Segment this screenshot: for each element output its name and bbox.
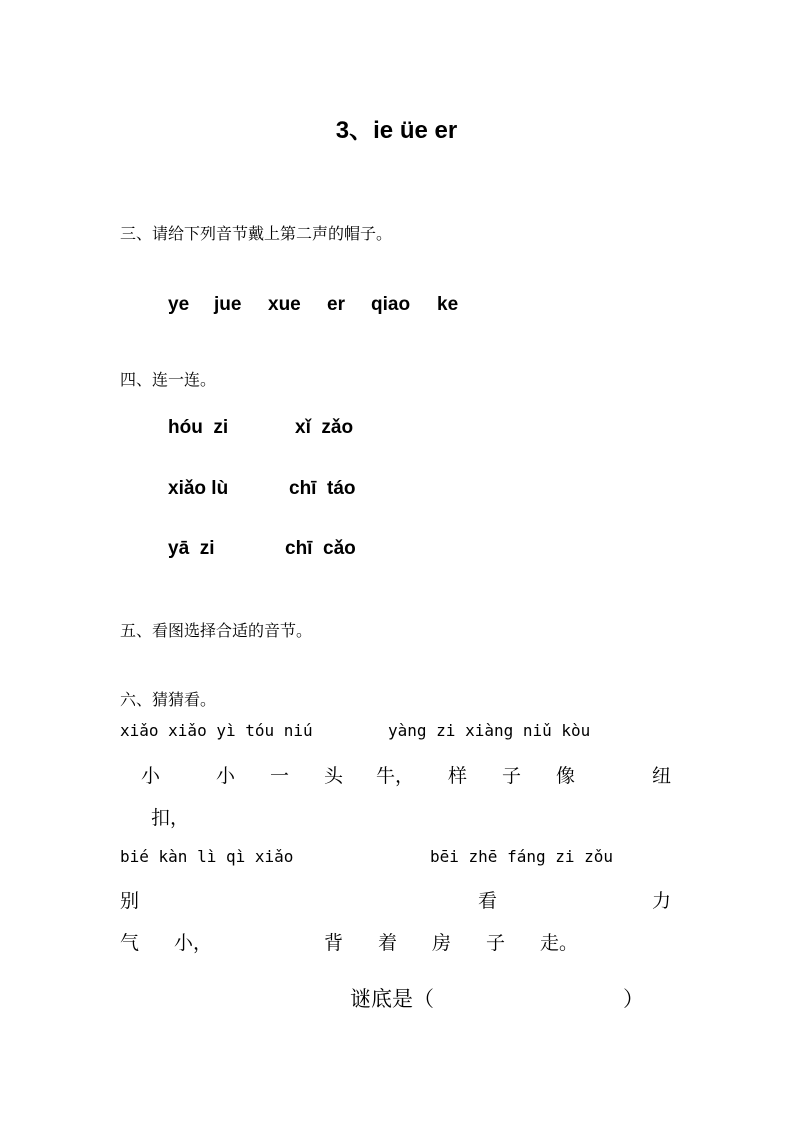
riddle-char: 牛， [376,765,415,787]
section-4-heading: 四、连一连。 [120,370,217,389]
match-right-item: chī táo [289,478,356,499]
riddle-char: 一 [270,765,290,787]
riddle-char: 子 [502,765,522,787]
riddle-char: 力 [652,890,672,912]
riddle-char: 头 [324,765,344,787]
riddle-char: 别 [120,890,140,912]
riddle-char: 样 [448,765,468,787]
syllable: er [327,294,345,315]
riddle-pinyin-2b: bēi zhē fáng zi zǒu [430,847,614,866]
riddle-char: 走。 [540,932,579,954]
riddle-answer-blank[interactable] [447,985,622,1011]
riddle-answer-close: ） [623,987,644,1011]
match-right-item: chī cǎo [285,538,356,559]
riddle-char: 小， [174,932,213,954]
section-3-heading: 三、请给下列音节戴上第二声的帽子。 [120,224,393,243]
page-title: 3、ie üe er [335,117,458,144]
syllable: ke [437,294,459,315]
match-left-item: xiǎo lù [168,478,229,499]
syllable: jue [214,294,242,315]
match-left-item: yā zi [168,538,215,559]
riddle-char: 小 [141,765,161,787]
syllable: xue [268,294,301,315]
riddle-char: 小 [216,765,236,787]
riddle-char: 像 [556,765,576,787]
riddle-answer-label: 谜底是（ [350,987,434,1011]
riddle-char: 纽 [652,765,672,787]
match-left-item: hóu zi [168,417,229,438]
syllable: ye [168,294,190,315]
section-5-heading: 五、看图选择合适的音节。 [120,621,313,640]
section-6-heading: 六、猜猜看。 [120,690,217,709]
riddle-char-wrap: 扣， [151,807,190,829]
riddle-pinyin-1b: yàng zi xiàng niǔ kòu [388,721,591,740]
riddle-pinyin-2a: bié kàn lì qì xiǎo [120,847,294,866]
riddle-char: 房 [432,932,452,954]
riddle-pinyin-1a: xiǎo xiǎo yì tóu niú [120,721,313,740]
riddle-char: 背 [324,932,344,954]
match-right-item: xǐ zǎo [295,417,354,438]
syllable: qiao [371,294,411,315]
riddle-char: 气 [120,932,140,954]
riddle-char: 着 [378,932,398,954]
riddle-char: 子 [486,932,506,954]
riddle-char: 看 [478,890,498,912]
